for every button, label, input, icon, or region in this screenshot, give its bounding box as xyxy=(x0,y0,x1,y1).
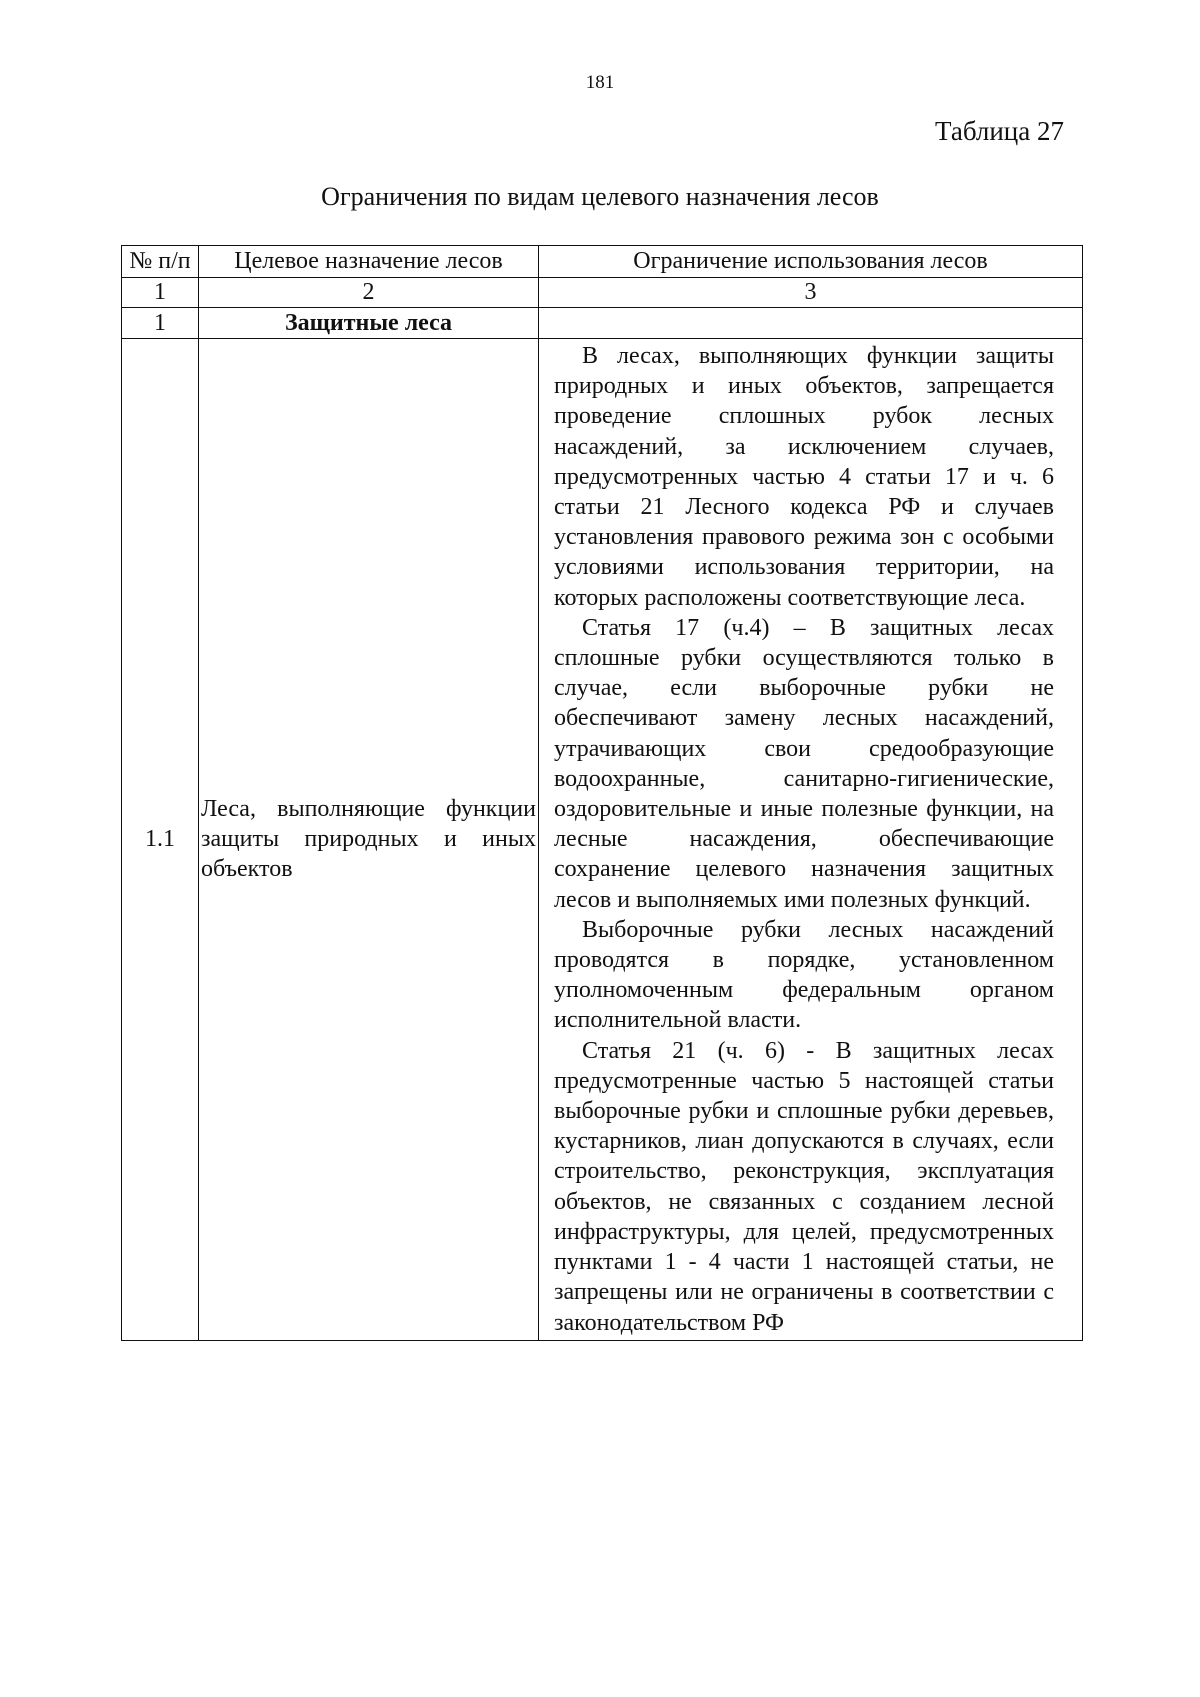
limitation-paragraph: Статья 17 (ч.4) – В защитных лесах сплошные рубки осуществляются только в случае, если выборочные рубки не обеспечивают замену лесных насаждений, утрачивающих свои средообразующие водоохранные, санитарно-гигиенические, оздоровительные и иные полезные функции, на лесные насаждения, обеспечивающие сохранение целевого назначения защитных лесов и выполняемых ими полезных функций. xyxy=(554,614,1054,913)
column-index-2: 2 xyxy=(199,278,539,308)
table-header-row xyxy=(122,246,1083,278)
table-label: Таблица 27 xyxy=(935,116,1064,146)
table-title: Ограничения по видам целевого назначения лесов xyxy=(321,182,879,211)
header-limitation: Ограничение использования лесов xyxy=(539,246,1083,278)
limitation-paragraph: Статья 21 (ч. 6) - В защитных лесах предусмотренные частью 5 настоящей статьи выборочные рубки и сплошные рубки деревьев, кустарников, лиан допускаются в случаях, если строительство, реконструкция, эксплуатация объектов, не связанных с созданием лесной инфраструктуры, для целей, предусмотренных пунктами 1 - 4 части 1 настоящей статьи, не запрещены или не ограничены в соответствии с законодательством РФ xyxy=(554,1037,1054,1336)
row-limitation xyxy=(539,339,1083,1341)
header-number: № п/п xyxy=(122,246,199,278)
row-purpose: Леса, выполняющие функции защиты природных и иных объектов xyxy=(199,339,539,1341)
section-number: 1 xyxy=(122,308,199,339)
row-number: 1.1 xyxy=(122,339,199,1341)
table-row xyxy=(122,339,1083,1341)
page-number: 181 xyxy=(585,72,615,93)
header-purpose: Целевое назначение лесов xyxy=(199,246,539,278)
restrictions-table xyxy=(121,245,1083,1341)
column-index-row xyxy=(122,278,1083,308)
section-row xyxy=(122,308,1083,339)
section-name: Защитные леса xyxy=(199,308,539,339)
limitation-paragraph: Выборочные рубки лесных насаждений проводятся в порядке, установленном уполномоченным федеральным органом исполнительной власти. xyxy=(554,916,1054,1034)
column-index-3: 3 xyxy=(539,278,1083,308)
column-index-1: 1 xyxy=(122,278,199,308)
limitation-paragraph: В лесах, выполняющих функции защиты природных и иных объектов, запрещается проведение сплошных рубок лесных насаждений, за исключением случаев, предусмотренных частью 4 статьи 17 и ч. 6 статьи 21 Лесного кодекса РФ и случаев установления правового режима зон с особыми условиями использования территории, на которых расположены соответствующие леса. xyxy=(554,343,1054,611)
section-limitation xyxy=(539,308,1083,339)
